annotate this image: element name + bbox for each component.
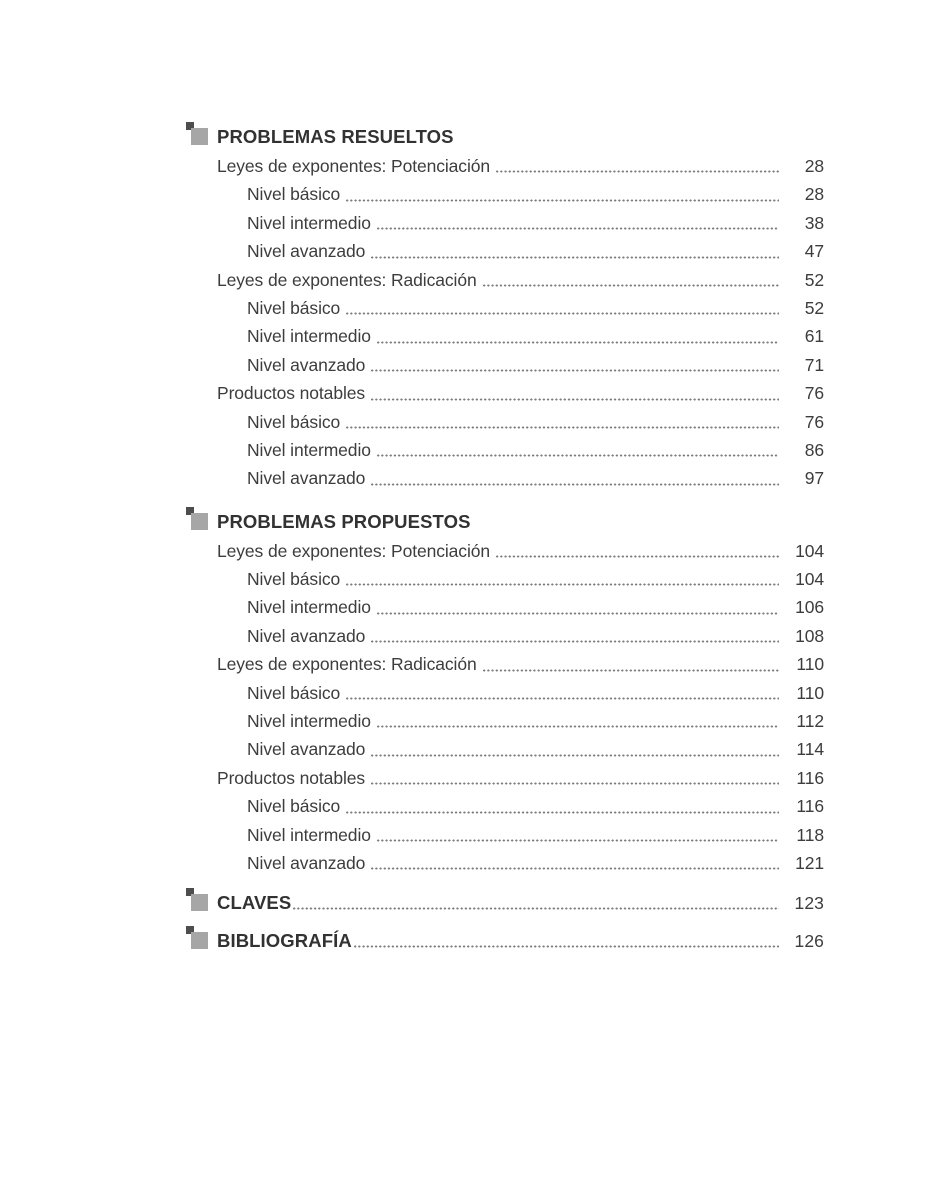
toc-section-heading <box>186 887 824 918</box>
toc-entry <box>186 237 824 265</box>
page-number: 110 <box>796 654 824 675</box>
toc-section-title: CLAVES <box>217 892 292 914</box>
dot-leader <box>354 945 779 948</box>
toc-entry-label: Nivel avanzado <box>247 241 366 262</box>
dot-leader <box>346 811 779 814</box>
toc-entry <box>186 152 824 180</box>
dot-leader <box>346 583 779 586</box>
dot-leader <box>377 341 779 344</box>
toc-entry-label: Nivel básico <box>247 796 341 817</box>
page-number: 116 <box>796 796 824 817</box>
toc-entry <box>186 351 824 379</box>
dot-leader <box>346 426 779 429</box>
dot-leader <box>293 907 779 910</box>
toc-entry <box>186 408 824 436</box>
toc-entry <box>186 436 824 464</box>
toc-entry-label: Leyes de exponentes: Potenciación <box>217 540 491 561</box>
page-number: 110 <box>796 682 824 703</box>
toc-section-heading <box>186 506 824 537</box>
dot-leader <box>483 669 779 672</box>
toc-entry-label: Productos notables <box>217 383 366 404</box>
dot-leader <box>346 312 779 315</box>
page-number: 47 <box>804 241 824 262</box>
toc-entry <box>186 266 824 294</box>
dot-leader <box>371 782 779 785</box>
toc-section-heading <box>186 121 824 152</box>
page-number: 52 <box>804 269 824 290</box>
toc-entry-label: Nivel avanzado <box>247 468 366 489</box>
dot-leader <box>377 839 779 842</box>
toc-entry <box>186 593 824 621</box>
page-number: 104 <box>795 540 824 561</box>
page-number: 28 <box>804 184 824 205</box>
toc-entry-label: Leyes de exponentes: Radicación <box>217 269 477 290</box>
page-number: 38 <box>804 212 824 233</box>
icon-square-large <box>191 932 208 949</box>
toc-section-title: BIBLIOGRAFÍA <box>217 930 352 952</box>
toc-entry <box>186 379 824 407</box>
dot-leader <box>371 483 779 486</box>
toc-entry <box>186 464 824 492</box>
toc-entry-label: Nivel básico <box>247 411 341 432</box>
dot-leader <box>346 199 779 202</box>
toc-entry-label: Nivel intermedio <box>247 597 371 618</box>
toc-entry <box>186 764 824 792</box>
toc-section-title: PROBLEMAS RESUELTOS <box>217 126 454 147</box>
toc-entry-label: Nivel básico <box>247 569 341 590</box>
page-number: 28 <box>804 156 824 176</box>
dot-leader <box>371 398 779 401</box>
page-number: 121 <box>795 852 824 873</box>
toc-section-heading <box>186 925 824 956</box>
toc-entry <box>186 622 824 650</box>
page-number: 123 <box>794 893 824 914</box>
toc-entry <box>186 849 824 877</box>
page-number: 61 <box>804 326 824 347</box>
dot-leader <box>371 867 779 870</box>
toc-entry <box>186 565 824 593</box>
toc-entry-label: Nivel básico <box>247 297 341 318</box>
page-number: 106 <box>795 597 824 618</box>
toc-entry <box>186 821 824 849</box>
section-marker-icon <box>186 507 210 532</box>
toc-entry <box>186 322 824 350</box>
page-number: 114 <box>796 739 824 760</box>
toc-entry <box>186 209 824 237</box>
dot-leader <box>483 284 779 287</box>
page-number: 118 <box>796 824 824 845</box>
toc-entry-label: Leyes de exponentes: Radicación <box>217 654 477 675</box>
dot-leader <box>496 555 779 558</box>
toc-entry-label: Nivel intermedio <box>247 439 371 460</box>
section-marker-icon <box>186 926 210 951</box>
page-number: 71 <box>804 354 824 375</box>
toc-entry <box>186 537 824 565</box>
toc-entry-label: Nivel avanzado <box>247 739 366 760</box>
dot-leader <box>371 640 779 643</box>
page-number: 126 <box>794 931 824 952</box>
page-number: 76 <box>804 383 824 404</box>
dot-leader <box>496 170 779 173</box>
toc-entry <box>186 650 824 678</box>
toc-entry-label: Nivel intermedio <box>247 824 371 845</box>
icon-square-large <box>191 513 208 530</box>
page-number: 104 <box>795 569 824 590</box>
dot-leader <box>371 754 779 757</box>
toc-section-title: PROBLEMAS PROPUESTOS <box>217 510 471 532</box>
toc-entry-label: Nivel intermedio <box>247 326 371 347</box>
table-of-contents <box>186 121 824 956</box>
toc-entry-label: Leyes de exponentes: Potenciación <box>217 156 491 176</box>
page-number: 108 <box>795 625 824 646</box>
toc-entry <box>186 294 824 322</box>
toc-entry-label: Nivel avanzado <box>247 625 366 646</box>
section-marker-icon <box>186 122 210 147</box>
dot-leader <box>346 697 779 700</box>
section-marker-icon <box>186 888 210 913</box>
page-number: 97 <box>804 468 824 489</box>
toc-entry-label: Nivel avanzado <box>247 354 366 375</box>
page-number: 76 <box>804 411 824 432</box>
dot-leader <box>377 454 779 457</box>
toc-entry-label: Nivel básico <box>247 682 341 703</box>
icon-square-large <box>191 128 208 145</box>
dot-leader <box>377 725 779 728</box>
toc-entry <box>186 180 824 208</box>
toc-entry <box>186 707 824 735</box>
toc-entry-label: Nivel avanzado <box>247 852 366 873</box>
page-number: 52 <box>804 297 824 318</box>
dot-leader <box>377 612 779 615</box>
toc-entry-label: Nivel básico <box>247 184 341 205</box>
dot-leader <box>371 256 779 259</box>
toc-entry-label: Nivel intermedio <box>247 711 371 732</box>
page-number: 86 <box>804 439 824 460</box>
toc-entry <box>186 679 824 707</box>
dot-leader <box>377 227 779 230</box>
icon-square-large <box>191 894 208 911</box>
page-number: 116 <box>796 767 824 788</box>
toc-entry-label: Productos notables <box>217 767 366 788</box>
toc-entry <box>186 792 824 820</box>
toc-entry <box>186 735 824 763</box>
toc-entry-label: Nivel intermedio <box>247 212 371 233</box>
page-number: 112 <box>796 711 824 732</box>
dot-leader <box>371 369 779 372</box>
